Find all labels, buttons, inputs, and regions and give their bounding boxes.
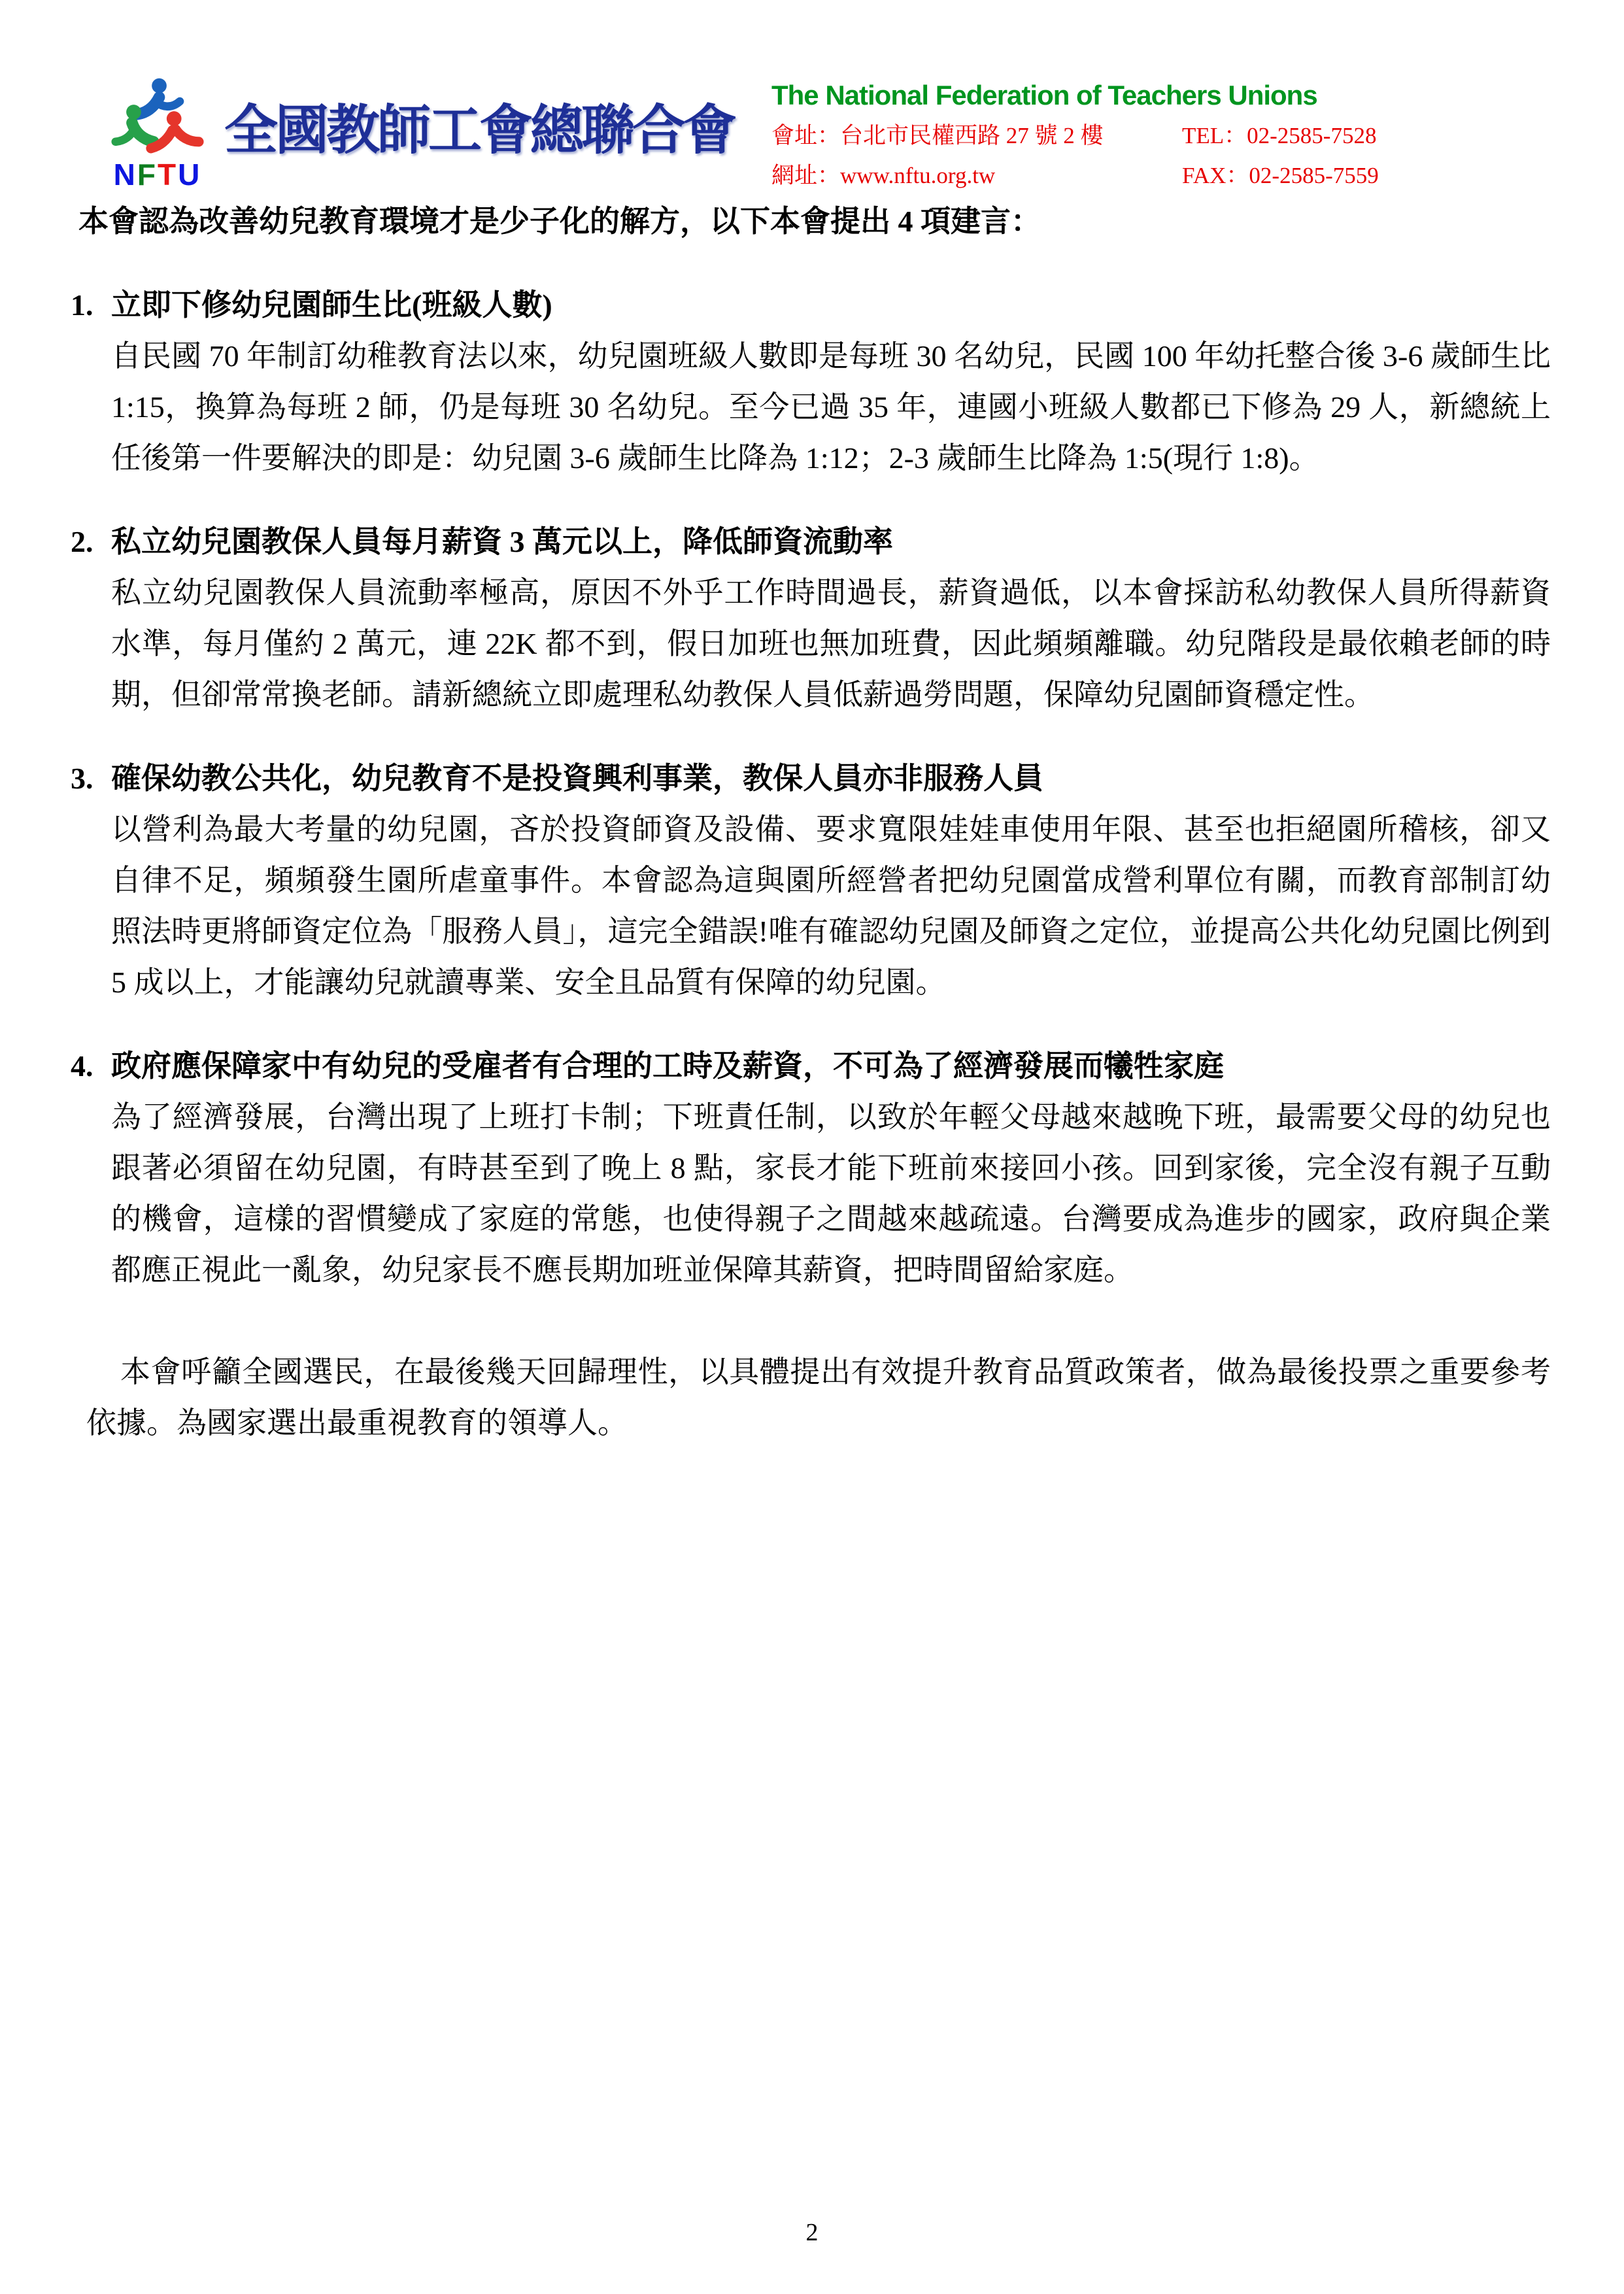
nftu-logo [97, 76, 218, 190]
nftu-logo-text [97, 160, 218, 190]
section-3 [71, 753, 1551, 1008]
section-4-title: 政府應保障家中有幼兒的受雇者有合理的工時及薪資，不可為了經濟發展而犧牲家庭 [111, 1049, 1224, 1083]
nftu-letter-u: U [178, 158, 202, 192]
nftu-people-icon [108, 76, 207, 158]
contact-row-2 [771, 164, 1549, 187]
org-name-chinese: 全國教師工會總聯合會 [224, 99, 735, 161]
section-4 [71, 1041, 1551, 1296]
org-website: 網址：www.nftu.org.tw [771, 163, 996, 189]
section-3-number: 3. [71, 762, 93, 795]
intro-paragraph: 本會認為改善幼兒教育環境才是少子化的解方，以下本會提出 4 項建言： [78, 205, 1041, 238]
section-1 [71, 280, 1551, 484]
section-4-body: 為了經濟發展，台灣出現了上班打卡制；下班責任制，以致於年輕父母越來越晚下班，最需要父母的幼兒也跟著必須留在幼兒園，有時甚至到了晚上 8 點，家長才能下班前來接回小孩。回到家後，完全沒有親子互動的機會，這樣的習慣變成了家庭的常態，也使得親子之間越來越疏遠。台灣要成為進步的國家，政府與企業都應正視此一亂象，幼兒家長不應長期加班並保障其薪資，把時間留給家庭。 [111, 1100, 1551, 1287]
section-1-body: 自民國 70 年制訂幼稚教育法以來，幼兒園班級人數即是每班 30 名幼兒，民國 100 年幼托整合後 3-6 歲師生比 1:15，換算為每班 2 師，仍是每班 30 名幼兒。至今已過 35 年，連國小班級人數都已下修為 29 人，新總統上任後第一件要解決的即是：幼兒園 3-6 歲師生比降為 1:12；2-3 歲師生比降為 1:5(現行 1:8)。 [111, 339, 1551, 475]
section-2-title: 私立幼兒園教保人員每月薪資 3 萬元以上，降低師資流動率 [111, 525, 893, 558]
section-3-body: 以營利為最大考量的幼兒園，吝於投資師資及設備、要求寬限娃娃車使用年限、甚至也拒絕園所稽核，卻又自律不足，頻頻發生園所虐童事件。本會認為這與園所經營者把幼兒園當成營利單位有關，而教育部制訂幼照法時更將師資定位為「服務人員」，這完全錯誤!唯有確認幼兒園及師資之定位，並提高公共化幼兒園比例到 5 成以上，才能讓幼兒就讀專業、安全且品質有保障的幼兒園。 [111, 813, 1551, 999]
nftu-letter-t: T [158, 158, 178, 192]
section-2-body: 私立幼兒園教保人員流動率極高，原因不外乎工作時間過長，薪資過低，以本會採訪私幼教保人員所得薪資水準，每月僅約 2 萬元，連 22K 都不到，假日加班也無加班費，因此頻頻離職。幼兒階段是最依賴老師的時期，但卻常常換老師。請新總統立即處理私幼教保人員低薪過勞問題，保障幼兒園師資穩定性。 [111, 576, 1551, 711]
section-2-heading [71, 516, 1551, 567]
section-1-title: 立即下修幼兒園師生比(班級人數) [111, 288, 552, 322]
section-1-number: 1. [71, 288, 93, 322]
section-3-title: 確保幼教公共化，幼兒教育不是投資興利事業，教保人員亦非服務人員 [111, 762, 1043, 795]
org-fax: FAX：02-2585-7559 [1182, 163, 1379, 189]
nftu-letter-f: F [137, 158, 158, 192]
section-2-number: 2. [71, 525, 93, 558]
header-contact-block [771, 81, 1549, 187]
section-2 [71, 516, 1551, 720]
closing-paragraph: 本會呼籲全國選民，在最後幾天回歸理性，以具體提出有效提升教育品質政策者，做為最後投票之重要參考依據。為國家選出最重視教育的領導人。 [86, 1355, 1551, 1440]
section-4-number: 4. [71, 1049, 93, 1083]
org-address: 會址：台北市民權西路 27 號 2 樓 [771, 123, 1104, 149]
section-4-heading [71, 1041, 1551, 1092]
page-number: 2 [805, 2219, 819, 2246]
document-body [0, 196, 1624, 1449]
org-tel: TEL：02-2585-7528 [1182, 123, 1377, 149]
letterhead [0, 0, 1624, 196]
section-3-heading [71, 753, 1551, 804]
nftu-letter-n: N [113, 158, 137, 192]
section-1-heading [71, 280, 1551, 331]
org-name-english: The National Federation of Teachers Unions [771, 80, 1317, 110]
contact-row-1 [771, 124, 1549, 147]
